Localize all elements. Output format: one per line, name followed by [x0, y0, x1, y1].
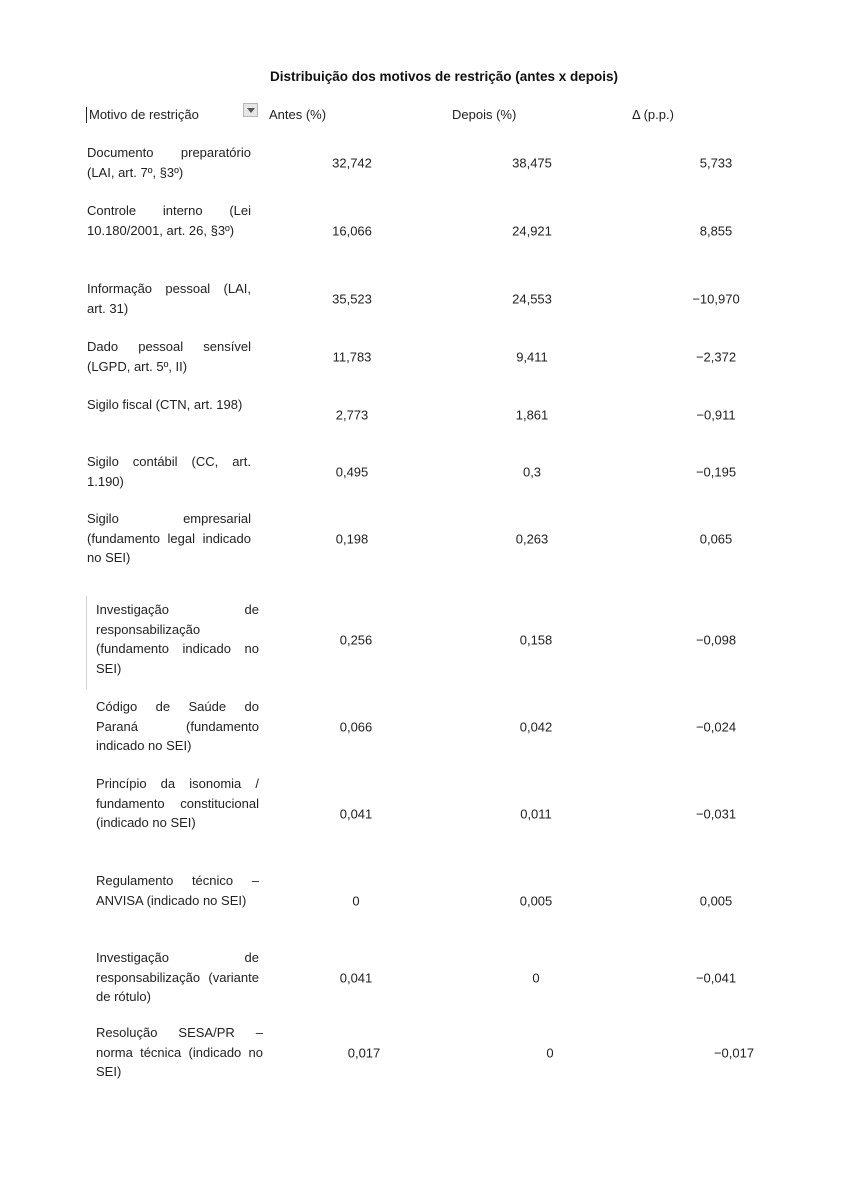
cell-delta: −0,098: [695, 632, 737, 648]
cell-motivo: Investigação de responsabilização (fundamento indicado no SEI): [96, 602, 259, 676]
cell-delta: −0,031: [695, 806, 737, 822]
selection-border: [86, 596, 87, 689]
cell-motivo: Sigilo empresarial (fundamento legal indicado no SEI): [87, 511, 251, 565]
cell-antes: 35,523: [332, 291, 372, 307]
cell-delta: −0,017: [713, 1045, 755, 1061]
cell-depois: 0,158: [519, 632, 553, 648]
cell-delta: 8,855: [699, 223, 733, 239]
cell-motivo: Código de Saúde do Paraná (fundamento indicado no SEI): [96, 699, 259, 753]
cell-delta: 0,005: [699, 893, 733, 909]
cell-motivo: Regulamento técnico – ANVISA (indicado no SEI): [96, 873, 259, 908]
cell-depois: 24,553: [512, 291, 552, 307]
cell-depois: 0,011: [520, 806, 552, 822]
cell-depois: 0,005: [519, 893, 553, 909]
filter-dropdown-button[interactable]: [243, 103, 258, 117]
cell-depois: 38,475: [512, 155, 552, 171]
cell-delta: −0,024: [695, 719, 737, 735]
cell-depois: 1,861: [515, 407, 549, 423]
cell-antes: 0: [352, 893, 360, 909]
table-title: Distribuição dos motivos de restrição (antes x depois): [269, 69, 619, 84]
cell-antes: 11,783: [332, 349, 372, 365]
cell-delta: 5,733: [699, 155, 733, 171]
cell-motivo: Dado pessoal sensível (LGPD, art. 5º, II): [87, 339, 251, 374]
cell-motivo: Informação pessoal (LAI, art. 31): [87, 281, 251, 316]
cell-motivo: Sigilo contábil (CC, art. 1.190): [87, 454, 251, 489]
cell-motivo: Resolução SESA/PR – norma técnica (indicado no SEI): [96, 1025, 263, 1079]
cell-delta: −10,970: [692, 291, 740, 307]
cell-delta: 0,065: [699, 531, 733, 547]
cell-motivo: Sigilo fiscal (CTN, art. 198): [87, 397, 243, 412]
dropdown-filter-icon: [247, 108, 255, 113]
cell-depois: 0: [532, 970, 540, 986]
cell-depois: 24,921: [512, 223, 552, 239]
cell-delta: −0,911: [696, 407, 736, 423]
cell-delta: −0,041: [695, 970, 737, 986]
cell-antes: 0,066: [339, 719, 373, 735]
cell-antes: 0,041: [339, 806, 373, 822]
cell-delta: −0,195: [695, 464, 737, 480]
column-header-antes: Antes (%): [269, 107, 327, 122]
cell-antes: 32,742: [332, 155, 372, 171]
column-header-motivo: Motivo de restrição: [86, 107, 199, 123]
cell-motivo: Investigação de responsabilização (variante de rótulo): [96, 950, 259, 1004]
cell-delta: −2,372: [695, 349, 737, 365]
cell-depois: 0: [546, 1045, 554, 1061]
cell-motivo: Princípio da isonomia / fundamento constitucional (indicado no SEI): [96, 776, 259, 830]
cell-depois: 9,411: [516, 349, 548, 365]
cell-antes: 0,256: [339, 632, 373, 648]
cell-antes: 2,773: [335, 407, 369, 423]
cell-depois: 0,042: [519, 719, 553, 735]
cell-depois: 0,263: [515, 531, 549, 547]
column-header-delta: Δ (p.p.): [632, 107, 674, 122]
cell-motivo: Documento preparatório (LAI, art. 7º, §3º): [87, 145, 251, 180]
cell-antes: 0,017: [347, 1045, 381, 1061]
cell-antes: 0,041: [339, 970, 373, 986]
column-header-depois: Depois (%): [452, 107, 517, 122]
cell-antes: 0,198: [335, 531, 369, 547]
cell-antes: 16,066: [332, 223, 372, 239]
cell-antes: 0,495: [335, 464, 369, 480]
cell-depois: 0,3: [522, 464, 542, 480]
cell-motivo: Controle interno (Lei 10.180/2001, art. 26, §3º): [87, 203, 251, 238]
